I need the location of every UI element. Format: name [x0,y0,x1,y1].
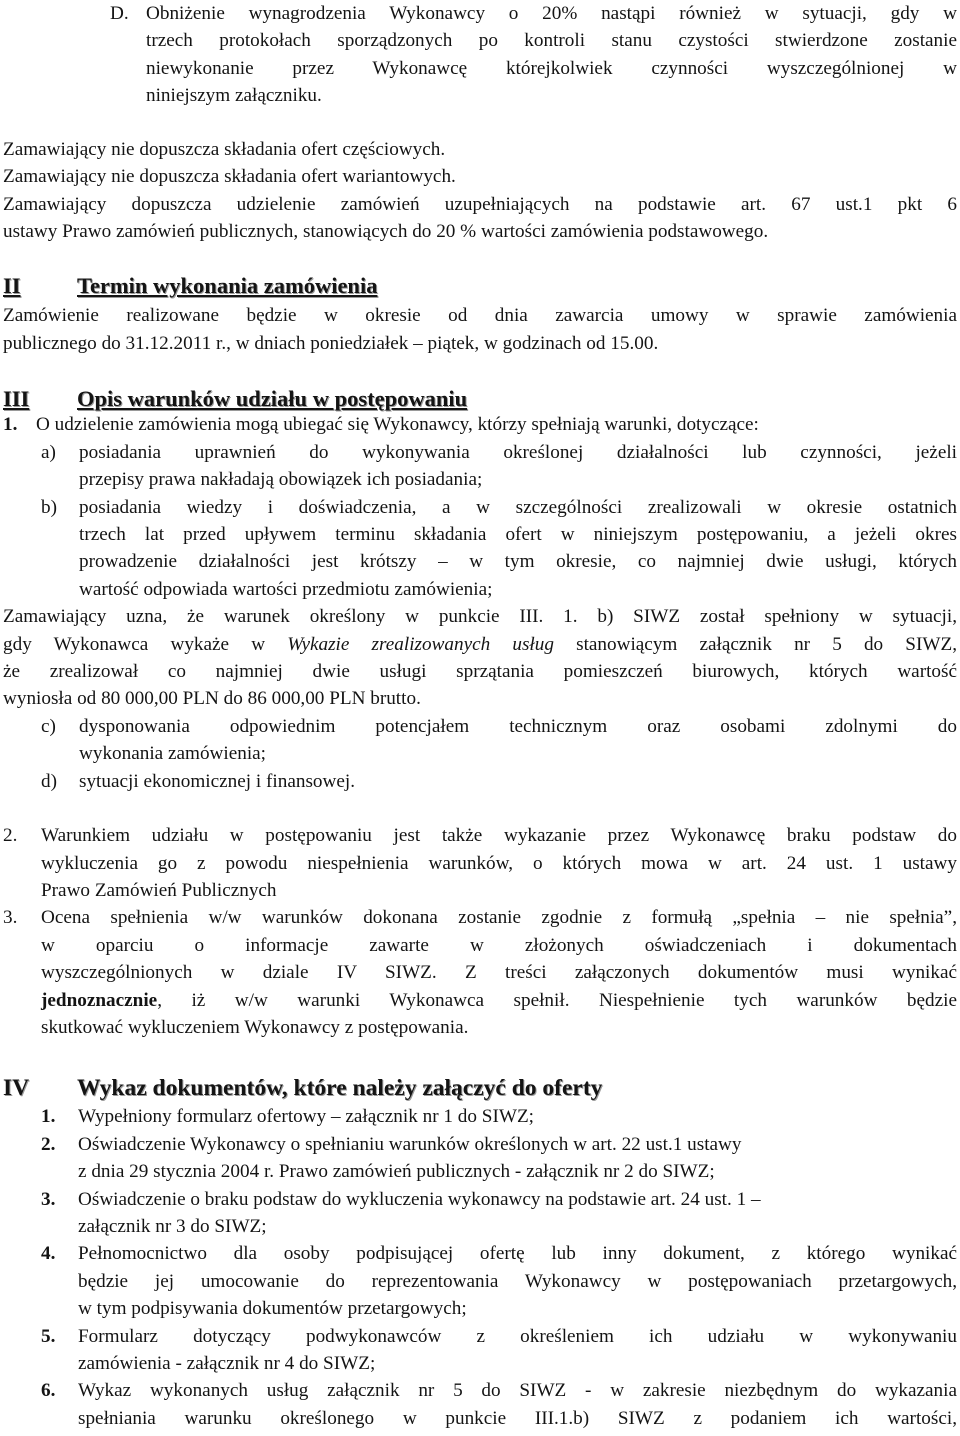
text-fragment: , iż w/w warunki Wykonawca spełnił. Niespełnienie tych warunków będzie [157,989,957,1011]
point-number: 3. [3,907,18,929]
text-line: z dnia 29 stycznia 2004 r. Prawo zamówień publicznych - załącznik nr 2 do SIWZ; [78,1161,715,1183]
point-3 [3,904,957,1041]
text-line: Wypełniony formularz ofertowy – załącznik nr 1 do SIWZ; [78,1106,534,1128]
item-number: 5. [41,1325,56,1347]
text-line: dysponowania odpowiednim potencjałem technicznym oraz osobami zdolnymi do [79,715,957,737]
item-number: 3. [41,1188,56,1210]
text-line: Prawo Zamówień Publicznych [41,879,277,901]
document-item-6 [3,1377,957,1432]
section-4 [3,1075,957,1432]
text-line: prowadzenie działalności jest krótszy – w tym okresie, co najmniej dwie usługi, których [79,551,957,573]
notes-block [3,136,957,246]
text-line: Zamawiający nie dopuszcza składania ofert wariantowych. [3,166,456,188]
section-number: III [3,386,30,411]
text-line: posiadania uprawnień do wykonywania określonej działalności lub czynności, jeżeli [79,441,957,463]
document-item-5 [3,1323,957,1378]
point-number: 1. [3,414,18,436]
document-item-4 [3,1240,957,1322]
text-line: niewykonanie przez Wykonawcę którejkolwiek czynności wyszczególnionej w [146,57,957,79]
document-item-3 [3,1186,957,1241]
item-letter: a) [41,441,56,463]
text-line: Oświadczenie Wykonawcy o spełnianiu warunków określonych w art. 22 ust.1 ustawy [78,1133,742,1155]
text-line: wykonania zamówienia; [79,743,267,765]
text-line: O udzielenie zamówienia mogą ubiegać się Wykonawcy, którzy spełniają warunki, dotyczące: [36,414,759,436]
condition-a [41,439,957,494]
text-line: Pełnomocnictwo dla osoby podpisującej ofertę lub inny dokument, z którego wynikać [78,1243,957,1265]
text-line: sytuacji ekonomicznej i finansowej. [79,770,356,792]
item-number: 1. [41,1106,56,1128]
text-line: Formularz dotyczący podwykonawców z określeniem ich udziału w wykonywaniu [78,1325,957,1347]
emphasis-word: jednoznacznie [41,989,158,1011]
text-line [41,987,957,1014]
paragraph-d [110,0,957,110]
text-line: że zrealizował co najmniej dwie usługi sprzątania pomieszczeń biurowych, których wartość [3,661,957,683]
text-line: wartość odpowiada wartości przedmiotu zamówienia; [79,578,493,600]
condition-b [41,494,957,604]
text-line: Zamówienie realizowane będzie w okresie od dnia zawarcia umowy w sprawie zamówienia [3,305,957,327]
text-line: Oświadczenie o braku podstaw do wykluczenia wykonawcy na podstawie art. 24 ust. 1 – [78,1188,761,1210]
text-line: spełniania warunku określonego w punkcie III.1.b) SIWZ z podaniem ich wartości, [78,1407,957,1429]
text-line: Warunkiem udziału w postępowaniu jest także wykazanie przez Wykonawcę braku podstaw do [41,825,957,847]
text-line: trzech lat przed upływem terminu składania ofert w niniejszym postępowaniu, a jeżeli okres [79,524,957,546]
item-number: 4. [41,1243,56,1265]
text-line: zamówienia - załącznik nr 4 do SIWZ; [78,1353,376,1375]
section-heading [3,385,957,412]
item-number: 6. [41,1380,56,1402]
condition-c [41,713,957,768]
condition-d [41,768,957,795]
condition-b-note [3,603,957,713]
text-line: ustawy Prawo zamówień publicznych, stanowiących do 20 % wartości zamówienia podstawowego. [3,221,769,243]
section-title: Opis warunków udziału w postępowaniu [77,386,468,411]
text-line [3,631,957,658]
point-1 [3,411,957,438]
document-item-2 [3,1131,957,1186]
item-letter: c) [41,715,56,737]
section-heading [3,1075,957,1102]
document-item-1 [3,1103,957,1130]
text-line: trzech protokołach sporządzonych po kontroli stanu czystości stwierdzone zostanie [146,30,957,52]
text-line: Obniżenie wynagrodzenia Wykonawcy o 20% nastąpi również w sytuacji, gdy w [146,3,957,24]
section-number: IV [3,1075,30,1101]
section-title: Termin wykonania zamówienia [77,273,378,298]
section-3 [3,385,957,1041]
text-line: Ocena spełnienia w/w warunków dokonana zostanie zgodnie z formułą „spełnia – nie spełnia”, [41,907,957,929]
section-number: II [3,273,21,298]
section-2 [3,272,957,357]
text-line: Zamawiający dopuszcza udzielenie zamówień uzupełniających na podstawie art. 67 ust.1 pkt 6 [3,193,957,215]
text-line: publicznego do 31.12.2011 r., w dniach poniedziałek – piątek, w godzinach od 15.00. [3,332,659,354]
point-2 [3,822,957,904]
item-letter: b) [41,496,57,518]
text-line: przepisy prawa nakładają obowiązek ich posiadania; [79,469,483,491]
section-heading [3,272,957,299]
text-line: skutkować wykluczeniem Wykonawcy z postępowania. [41,1016,469,1038]
item-letter: d) [41,770,57,792]
item-number: 2. [41,1133,56,1155]
text-fragment: stanowiącym załącznik nr 5 do SIWZ, [553,633,957,655]
document-reference: Wykazie zrealizowanych usług [287,633,554,655]
section-title: Wykaz dokumentów, które należy załączyć do oferty [77,1075,603,1101]
text-line: wyszczególnionych w dziale IV SIWZ. Z treści załączonych dokumentów musi wynikać [41,962,957,984]
point-number: 2. [3,825,18,847]
text-line: załącznik nr 3 do SIWZ; [78,1216,267,1238]
text-line: będzie jej umocowanie do reprezentowania Wykonawcy w postępowaniach przetargowych, [78,1270,957,1292]
paragraph-number: D. [110,3,129,24]
text-line: w oparciu o informacje zawarte w złożonych oświadczeniach i dokumentach [41,934,957,956]
text-line: w tym podpisywania dokumentów przetargowych; [78,1298,467,1320]
text-fragment: gdy Wykonawca wykaże w [3,633,288,655]
text-line: niniejszym załączniku. [146,85,322,107]
text-line: Wykaz wykonanych usług załącznik nr 5 do SIWZ - w zakresie niezbędnym do wykazania [78,1380,957,1402]
text-line: Zamawiający nie dopuszcza składania ofert częściowych. [3,139,446,160]
text-line: wyniosła od 80 000,00 PLN do 86 000,00 PLN brutto. [3,688,421,710]
text-line: posiadania wiedzy i doświadczenia, a w szczególności zrealizowali w okresie ostatnich [79,496,957,518]
text-line: wykluczenia go z powodu niespełnienia warunków, o których mowa w art. 24 ust. 1 ustawy [41,852,957,874]
text-line: Zamawiający uzna, że warunek określony w punkcie III. 1. b) SIWZ został spełniony w sytuacji, [3,606,957,628]
